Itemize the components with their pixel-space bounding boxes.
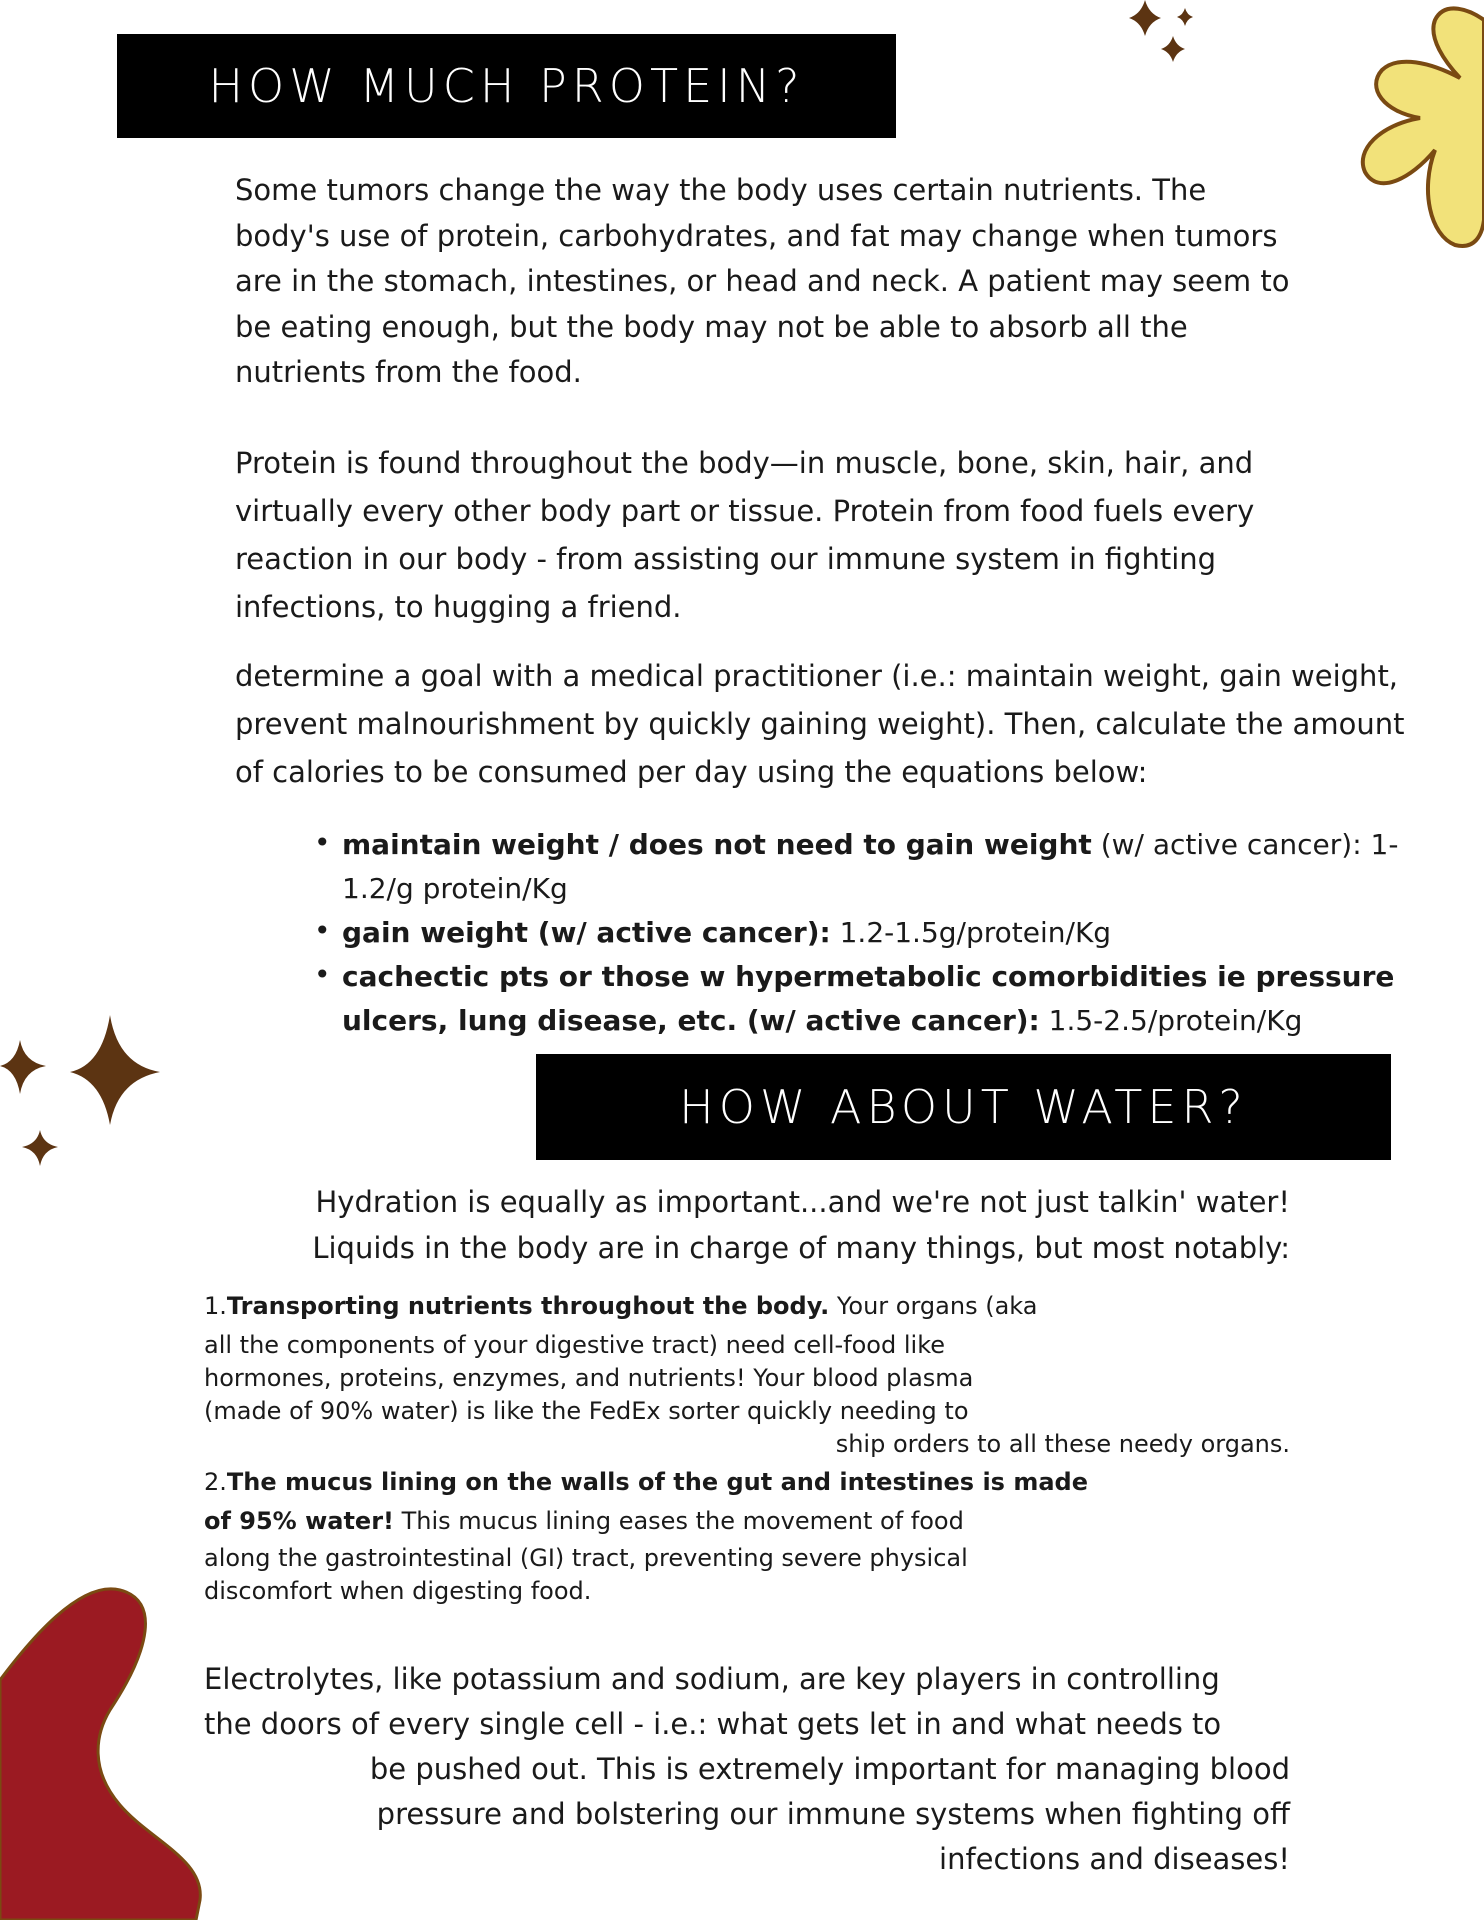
sparkle-cluster-icon [0, 1010, 170, 1180]
list-item: • gain weight (w/ active cancer): 1.2-1.5g/protein/Kg [310, 911, 1410, 955]
protein-paragraph-3: determine a goal with a medical practitioner (i.e.: maintain weight, gain weight, prevent malnourishment by quickly gaining weight). Then, calculate the amount of calories to be consumed per day using the equations below: [235, 659, 1405, 789]
electrolytes-line-4: pressure and bolstering our immune systems when fighting off [376, 1797, 1290, 1831]
protein-paragraph-2: Protein is found throughout the body—in muscle, bone, skin, hair, and virtually every other body part or tissue. Protein from food fuels every reaction in our body - from assisting our immune system in fighting infections, to hugging a friend. [235, 446, 1255, 624]
protein-goal-list [310, 823, 1410, 1043]
list-item: • cachectic pts or those w hypermetabolic comorbidities ie pressure ulcers, lung disease, etc. (w/ active cancer): 1.5-2.5/protein/Kg [310, 955, 1410, 1043]
yellow-flower-decoration [1270, 0, 1484, 270]
water-heading: HOW ABOUT WATER? [679, 1080, 1248, 1134]
protein-paragraph-1: Some tumors change the way the body uses certain nutrients. The body's use of protein, carbohydrates, and fat may change when tumors are in the stomach, intestines, or head and neck. A patient may seem to be eating enough, but the body may not be able to absorb all the nutrients from the food. [235, 173, 1290, 389]
protein-heading-banner [117, 34, 896, 138]
protein-heading: HOW MUCH PROTEIN? [208, 59, 805, 113]
electrolytes-line-5: infections and diseases! [939, 1842, 1290, 1876]
list-item: • maintain weight / does not need to gain weight (w/ active cancer): 1-1.2/g protein/Kg [310, 823, 1410, 911]
water-intro-line-1: Hydration is equally as important...and we're not just talkin' water! [315, 1185, 1290, 1219]
electrolytes-line-1: Electrolytes, like potassium and sodium, are key players in controlling [204, 1662, 1220, 1696]
water-item-2: 2.The mucus lining on the walls of the gut and intestines is made of 95% water! This mucus lining eases the movement of food along the gastrointestinal (GI) tract, preventing severe physical discomfort when digesting food. [204, 1468, 1088, 1605]
electrolytes-line-2: the doors of every single cell - i.e.: what gets let in and what needs to [204, 1707, 1222, 1741]
sparkle-icon [1125, 0, 1225, 70]
water-heading-banner [536, 1054, 1391, 1160]
water-item-1: 1.Transporting nutrients throughout the body. Your organs (aka all the components of your digestive tract) need cell-food like hormones, proteins, enzymes, and nutrients! Your blood plasma (made of 90% water) is like the FedEx sorter quickly needing to ship orders to all these needy organs. [204, 1292, 1290, 1458]
electrolytes-line-3: be pushed out. This is extremely important for managing blood [369, 1752, 1290, 1786]
water-intro-line-2: Liquids in the body are in charge of many things, but most notably: [312, 1231, 1290, 1265]
